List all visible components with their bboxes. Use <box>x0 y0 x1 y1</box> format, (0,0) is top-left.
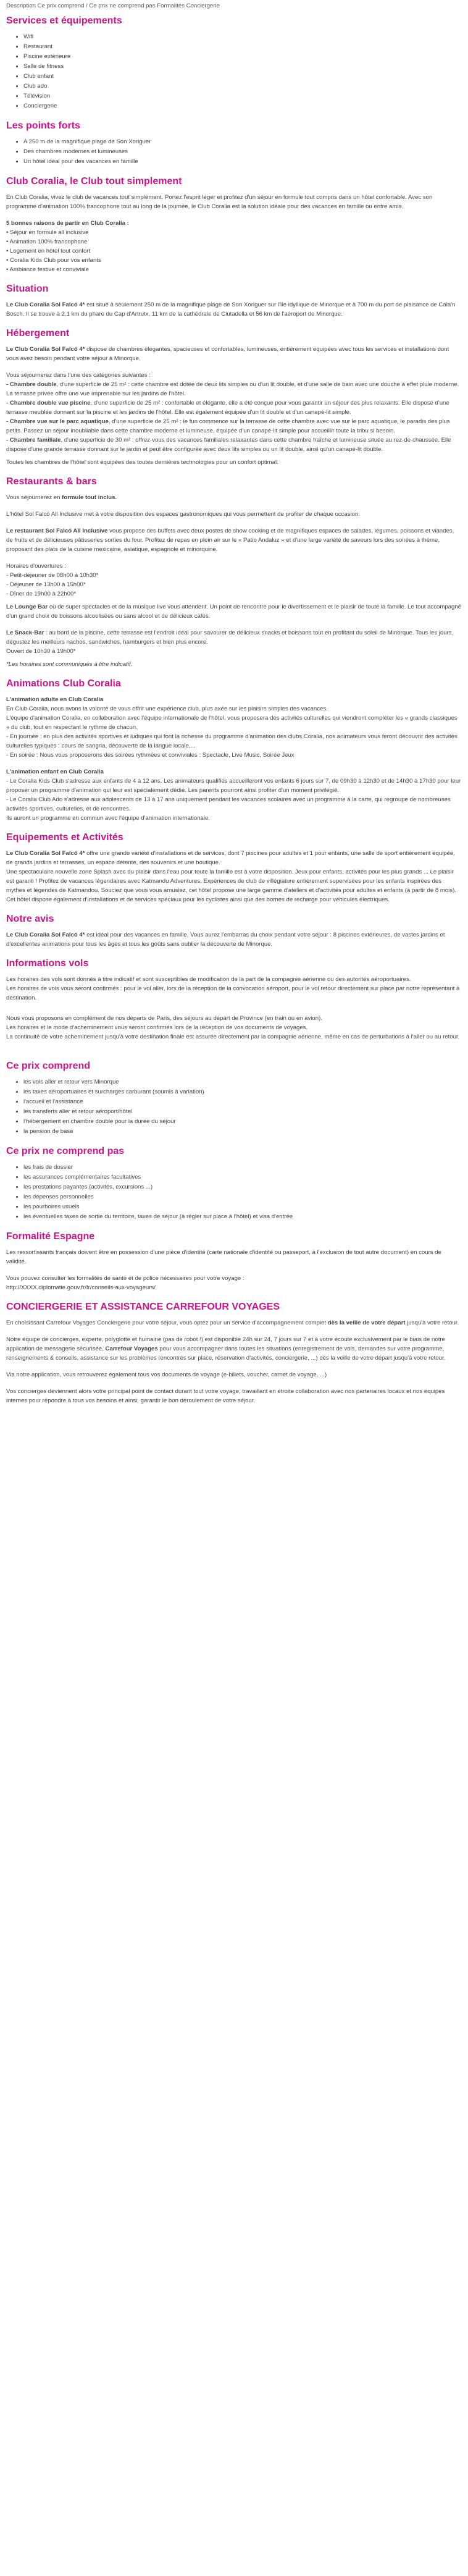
hebergement-intro-body: dispose de chambres élégantes, spacieuses et confortables, lumineuses, entièrement équipées avec tous les services et installations dont vous avez besoin pendant votre séjour à Minorque. <box>6 346 449 362</box>
hours-line: - Dîner de 19h00 à 22h00* <box>6 591 77 597</box>
room-desc: , d'une superficie de 25 m² : cette chambre est dotée de deux lits simples ou d'un lit double, et d'une salle de bain avec une douche à effet pluie moderne. La terrasse privée offre une vue imprenable sur les jardins de l'hôtel. <box>6 381 459 397</box>
vols-title: Informations vols <box>6 958 89 969</box>
list-item: • l'hébergement en chambre double pour la durée du séjour <box>23 1117 462 1127</box>
kids-animation <box>6 767 462 823</box>
conciergerie-text: pour vous accompagner dans toutes les situations (enregistrement de vols, demandes sur votre programme, renseignements & conseils, assistance sur les problèmes rencontrés sur place, réservation d'activités, conciergerie, ...) dès la veille de votre départ jusqu'à votre retour. <box>6 1345 446 1362</box>
hebergement-outro: Toutes les chambres de l'hôtel sont équipées des toutes dernières technologies pour un confort optimal. <box>6 459 278 466</box>
reason-item: • Coralia Kids Club pour vos enfants <box>6 257 101 264</box>
list-item: • A 250 m de la magnifique plage de Son Xoriguer <box>23 137 462 147</box>
kids-title: L'animation enfant en Club Coralia <box>6 768 104 775</box>
restaurants-p1: L'hôtel Sol Falcó All Inclusive met à votre disposition des espaces gastronomiques qui vous permettent de profiter de chaque occasion. <box>6 511 360 518</box>
conciergerie-p4: Vos concierges deviennent alors votre principal point de contact durant tout votre voyage, travaillant en étroite collaboration avec nos partenaires locaux et nos équipes internes pour répondre à tous vos besoins et ainsi, garantir le bon déroulement de votre séjour. <box>6 1388 445 1404</box>
vols-line: La continuité de votre acheminement jusqu'à votre destination finale est assurée directement par la compagnie aérienne, même en cas de perturbations à l'aller ou au retour. <box>6 1033 460 1040</box>
club-intro: En Club Coralia, vivez le club de vacances tout simplement. Portez l'esprit léger et profitez d'un séjour en formule tout compris dans un hôtel confortable. Avec son programme d'animation 100% francophone tout au long de la journée, le Club Coralia est la solution idéale pour des vacances en famille ou entre amis. <box>6 194 433 210</box>
lounge-desc <box>6 602 462 621</box>
hours-line: - Petit-déjeuner de 08h00 à 10h30* <box>6 572 99 579</box>
ne-comprend-title: Ce prix ne comprend pas <box>6 1146 125 1156</box>
adult-line: En Club Coralia, nous avons la volonté de vous offrir une expérience club, plus axée sur les plaisirs simples des vacances. <box>6 705 328 712</box>
room-name: - Chambre vue sur le parc aquatique <box>6 418 109 425</box>
list-item: • les taxes aéroportuaires et surcharges carburant (soumis à variation) <box>23 1087 462 1097</box>
snack-hours: Ouvert de 10h30 à 19h00* <box>6 648 76 655</box>
formalite-title: Formalité Espagne <box>6 1231 95 1242</box>
conciergerie-p2 <box>6 1335 462 1363</box>
diplomatie-link[interactable]: http://XXXX.diplomatie.gouv.fr/fr/conseils-aux-voyageurs/ <box>6 1284 156 1291</box>
list-item: • Club enfant <box>23 72 462 82</box>
conciergerie-text: Notre équipe de concierges, experte, polyglotte et humaine (pas de robot !) est disponible 24h sur 24, 7 jours sur 7 et à votre écoute exclusivement par le biais de notre application de messagerie sécurisée, <box>6 1336 445 1352</box>
list-item: • Club ado <box>23 82 462 91</box>
list-item: • les assurances complémentaires facultatives <box>23 1172 462 1182</box>
restaurant-name: Le restaurant Sol Falcó All Inclusive <box>6 528 108 534</box>
reason-item: • Séjour en formule all inclusive <box>6 229 89 236</box>
formalite-p1: Les ressortissants français doivent être en possession d'une pièce d'identité (carte nationale d'identité ou passeport, à l'exclusion de tout autre document) en cours de validité. <box>6 1249 441 1265</box>
hotel-name: Le Club Coralia Sol Falcó 4* <box>6 346 85 353</box>
conciergerie-app-name: Carrefour Voyages <box>105 1345 158 1352</box>
conciergerie-title: CONCIERGERIE ET ASSISTANCE CARREFOUR VOYAGES <box>6 1302 280 1312</box>
room-category <box>6 417 462 436</box>
snack-desc <box>6 628 462 656</box>
conciergerie-p1 <box>6 1318 462 1328</box>
situation-body: est situé à seulement 250 m de la magnifique plage de Son Xoriguer sur l'île idyllique de Minorque et à 700 m du port de plaisance de Cala'n Bosch. Il se trouve à 2,1 km du phare du Cap d'Artrutx, 11 km de la cathédrale de Ciutadella et 56 km de l'aéroport de Minorque. <box>6 301 456 318</box>
list-item: • Piscine extérieure <box>23 52 462 62</box>
list-item: • les frais de dossier <box>23 1163 462 1172</box>
room-category <box>6 436 462 454</box>
conciergerie-emphasis: dès la veille de votre départ <box>327 1320 406 1326</box>
equipements-line: Une spectaculaire nouvelle zone Splash avec du plaisir dans l'eau pour toute la famille est à votre disposition. Jeux pour enfants, activités pour les plus grands ... Le plaisir est garanti ! Profitez de vacances légendaires avec Katmandu Adventures. Expériences de club de villégiature entièrement supervisées pour les enfants inspirées des mythes et légendes de Katmandou. Souciez que vous vous amusiez, cet hôtel propose une large gamme d'ateliers et d'activités pour adultes et enfants (à partir de 8 mois). <box>6 869 456 894</box>
services-list <box>6 32 462 111</box>
hours-line: Horaires d'ouvertures : <box>6 563 66 570</box>
hebergement-intro <box>6 345 462 363</box>
reason-item: • Ambiance festive et conviviale <box>6 266 90 273</box>
list-item: • Un hôtel idéal pour des vacances en famille <box>23 157 462 167</box>
club-title: Club Coralia, le Club tout simplement <box>6 176 182 187</box>
comprend-list <box>6 1077 462 1137</box>
formalite-line: Vous pouvez consulter les formalités de santé et de police nécessaires pour votre voyage : <box>6 1275 244 1282</box>
hours-line: - Déjeuner de 13h00 à 15h00* <box>6 581 86 588</box>
hebergement-title: Hébergement <box>6 328 70 339</box>
vols-line: Les horaires de vols vous seront confirmés : pour le vol aller, lors de la réception de la convocation aéroport, pour le vol retour directement sur place par notre représentant à destination. <box>6 985 460 1001</box>
adult-title: L'animation adulte en Club Coralia <box>6 696 104 703</box>
points-forts-list <box>6 137 462 167</box>
room-category <box>6 380 462 398</box>
lounge-name: Le Lounge Bar <box>6 604 48 610</box>
list-item: • Wifi <box>23 32 462 42</box>
vols-block-2 <box>6 1014 462 1042</box>
ne-comprend-list <box>6 1163 462 1222</box>
restaurants-title: Restaurants & bars <box>6 476 97 487</box>
conciergerie-text: jusqu'à votre retour. <box>405 1320 459 1326</box>
avis-text <box>6 930 462 949</box>
points-forts-title: Les points forts <box>6 120 81 131</box>
adult-line: - En journée : en plus des activités sportives et ludiques qui font la richesse du programme d'animation des clubs Coralia, nos animateurs vous feront découvrir des activités culturelles typiques : cours de sangria, découverte de la langue locale,... <box>6 733 458 749</box>
adult-line: - En soirée : Nous vous proposerons des soirées rythmées et conviviales : Spectacle, Live Music, Soirée Jeux <box>6 752 295 759</box>
adult-animation <box>6 695 462 760</box>
animations-title: Animations Club Coralia <box>6 678 121 689</box>
equipements-body: offre une grande variété d'installations et de services, dont 7 piscines pour adultes et 1 pour enfants, une salle de sport entièrement équipée, de grands jardins et terrasses, un espace détente, des souvenirs et une boutique. <box>6 850 455 866</box>
reason-item: • Logement en hôtel tout confort <box>6 248 91 255</box>
conciergerie-text: En choisissant Carrefour Voyages Conciergerie pour votre séjour, vous optez pour un service d'accompagnement complet <box>6 1320 328 1326</box>
snack-text: : au bord de la piscine, cette terrasse est l'endroit idéal pour savourer de délicieux snacks et boissons tout en profitant du soleil de Minorque. Tous les jours, dégustez les meilleurs nachos, sandwiches, hamburgers et bien plus encore. <box>6 629 454 646</box>
list-item: • Télévision <box>23 91 462 101</box>
kids-line: Ils auront un programme en commun avec l'équipe d'animation internationale. <box>6 815 211 822</box>
restaurant-desc <box>6 526 462 554</box>
club-reasons <box>6 219 462 274</box>
equipements-text <box>6 849 462 904</box>
list-item: • Restaurant <box>23 42 462 52</box>
list-item: • Des chambres modernes et lumineuses <box>23 147 462 157</box>
formalite-p2 <box>6 1274 462 1292</box>
breadcrumb: Description Ce prix comprend / Ce prix ne comprend pas Formalités Conciergerie <box>6 2 220 9</box>
restaurant-hours <box>6 562 462 599</box>
situation-text <box>6 300 462 319</box>
snack-line <box>6 628 462 647</box>
formula-line <box>6 493 462 502</box>
list-item: • les dépenses personnelles <box>23 1192 462 1202</box>
list-item: • la pension de base <box>23 1127 462 1137</box>
list-item: • les pourboires usuels <box>23 1202 462 1212</box>
comprend-title: Ce prix comprend <box>6 1061 91 1071</box>
kids-line: - Le Coralia Club Ado s'adresse aux adolescents de 13 à 17 ans uniquement pendant les vacances scolaires avec un programme à la carte, qui regroupe de nombreuses activités sportives, culturelles, et de rencontres. <box>6 796 451 812</box>
equipements-title: Equipements et Activités <box>6 832 123 843</box>
hours-note: *Les horaires sont communiqués à titre indicatif. <box>6 661 133 668</box>
hotel-name: Le Club Coralia Sol Falcó 4* <box>6 301 85 308</box>
vols-block-1 <box>6 975 462 1003</box>
room-name: - Chambre double <box>6 381 57 388</box>
vols-line: Les horaires et le mode d'acheminement vous seront confirmés lors de la réception de vos documents de voyages. <box>6 1024 308 1031</box>
room-categories <box>6 371 462 454</box>
categories-title: Vous séjournerez dans l'une des catégories suivantes : <box>6 372 151 379</box>
snack-name: Le Snack-Bar <box>6 629 44 636</box>
club-reasons-title: 5 bonnes raisons de partir en Club Coralia : <box>6 220 129 227</box>
hotel-name: Le Club Coralia Sol Falcó 4* <box>6 932 85 938</box>
lounge-text: où de super spectacles et de la musique live vous attendent. Un point de rencontre pour le divertissement et le plaisir de toute la famille. Le tout accompagné d'un grand choix de boissons alcoolisées ou sans alcool et de délicieux cafés. <box>6 604 461 620</box>
room-desc: , d'une superficie de 25 m² : le fun commence sur la terrasse de cette chambre avec vue sur le parc aquatique, le paradis des plus petits. Passez un séjour inoubliable dans cette chambre moderne et lumineuse, équipée d'un canapé-lit simple pour accueillir toute la tribu si besoin. <box>6 418 450 434</box>
restaurant-text: vous propose des buffets avec deux postes de show cooking et de magnifiques espaces de salades, légumes, poissons et viandes, de fruits et de délicieuses pâtisseries sorties du four. Profitez de repas en plein air sur le « Patio Andaluz » et d'une large variété de saveurs lors des soirées à thème, proposant des plats de la cuisine mexicaine, asiatique, espagnole et minorquine. <box>6 528 454 553</box>
room-desc: , d'une superficie de 30 m² : offrez-vous des vacances familiales relaxantes dans cette chambre fraîche et lumineuse située au rez-de-chaussée. Elle dispose d'une grande terrasse donnant sur le jardin et peut être configurée avec deux lits simples ou un lit double, ainsi qu'un canapé-lit double. <box>6 437 451 453</box>
services-title: Services et équipements <box>6 15 122 26</box>
conciergerie-p3: Via notre application, vous retrouverez également tous vos documents de voyage (e-billets, voucher, carnet de voyage, ...) <box>6 1371 327 1378</box>
hotel-name: Le Club Coralia Sol Falcó 4* <box>6 850 85 857</box>
list-item: • Salle de fitness <box>23 62 462 72</box>
list-item: • les transferts aller et retour aéroport/hôtel <box>23 1107 462 1117</box>
equipements-intro <box>6 849 462 867</box>
reason-item: • Animation 100% francophone <box>6 238 88 245</box>
formula: formule tout inclus. <box>62 494 117 501</box>
list-item: • les éventuelles taxes de sortie du territoire, taxes de séjour (à régler sur place à l'hôtel) et visa d'entrée <box>23 1212 462 1222</box>
vols-line: Nous vous proposons en complément de nos départs de Paris, des séjours au départ de Province (en train ou en avion). <box>6 1015 322 1022</box>
room-desc: , d'une superficie de 25 m² : confortable et élégante, elle a été conçue pour vous garantir un séjour des plus relaxants. Elle dispose d'une terrasse meublée donnant sur la piscine et les jardins de l'hôtel. Elle est également équipée d'un lit double et d'un canapé-lit simple. <box>6 400 449 416</box>
list-item: • les vols aller et retour vers Minorque <box>23 1077 462 1087</box>
avis-title: Notre avis <box>6 914 54 924</box>
equipements-line: Cet hôtel dispose également d'installations et de services spéciaux pour les cyclistes ainsi que des bornes de recharge pour véhicules électriques. <box>6 896 390 903</box>
room-category <box>6 398 462 417</box>
kids-line: - Le Coralia Kids Club s'adresse aux enfants de 4 à 12 ans. Les animateurs qualifiés accueilleront vos enfants 6 jours sur 7, de 09h30 à 12h30 et de 14h30 à 17h30 pour leur proposer un programme d'animation qui leur est spécialement dédié. Les parents pourront ainsi profiter d'un moment privilégié. <box>6 778 461 794</box>
situation-title: Situation <box>6 284 49 294</box>
list-item: • Conciergerie <box>23 101 462 111</box>
room-name: - Chambre double vue piscine <box>6 400 91 406</box>
adult-line: L'équipe d'animation Coralia, en collaboration avec l'équipe internationale de l'hôtel, vous proposera des activités culturelles qui viendront compléter les « grands classiques » du club, tout en respectant le rythme de chacun. <box>6 715 458 731</box>
room-name: - Chambre familiale <box>6 437 61 444</box>
vols-line: Les horaires des vols sont donnés à titre indicatif et sont susceptibles de modification de la part de la compagnie aérienne ou des autorités aéroportuaires. <box>6 976 411 983</box>
formula-prefix: Vous séjournerez en <box>6 494 62 501</box>
avis-body: est idéal pour des vacances en famille. Vous aurez l'embarras du choix pendant votre séjour : 8 piscines extérieures, de vastes jardins et d'excellentes animations pour tous les âges et tous les goûts sans oublier la découverte de Minorque. <box>6 932 445 948</box>
list-item: • l'accueil et l'assistance <box>23 1097 462 1107</box>
list-item: • les prestations payantes (activités, excursions ...) <box>23 1182 462 1192</box>
